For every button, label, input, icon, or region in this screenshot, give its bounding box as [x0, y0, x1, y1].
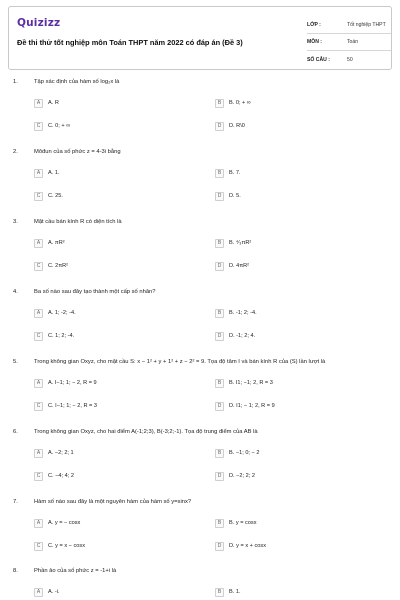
option-b[interactable] — [215, 587, 241, 597]
option-a[interactable] — [34, 238, 65, 248]
question-number: 7. — [13, 499, 18, 505]
option-letter-box: B — [215, 449, 224, 458]
quiz-header — [8, 6, 392, 70]
option-c[interactable] — [34, 191, 63, 201]
option-letter-box: B — [215, 239, 224, 248]
option-letter-box: D — [215, 472, 224, 481]
option-d[interactable] — [215, 401, 275, 411]
question-text: Phần ảo của số phức z = -1+i là — [34, 568, 117, 574]
option-text: C. 0; + ∞ — [48, 123, 71, 129]
option-letter-box: B — [215, 588, 224, 597]
option-d[interactable] — [215, 191, 241, 201]
option-c[interactable] — [34, 331, 74, 341]
option-letter-box: B — [215, 309, 224, 318]
meta-row-subject — [307, 34, 391, 51]
option-text: B. I1; −1; 2, R = 3 — [229, 380, 273, 386]
option-text: B. 7. — [229, 170, 241, 176]
option-c[interactable] — [34, 121, 70, 131]
meta-value: Tốt nghiệp THPT — [347, 22, 386, 28]
option-letter-box: D — [215, 542, 224, 551]
option-b[interactable] — [215, 308, 257, 318]
page-title: Đề thi thử tốt nghiệp môn Toán THPT năm 2022 có đáp án (Đề 3) — [17, 38, 243, 47]
option-b[interactable] — [215, 238, 251, 248]
option-a[interactable] — [34, 518, 80, 528]
option-letter-box: D — [215, 332, 224, 341]
option-d[interactable] — [215, 261, 249, 271]
option-letter-box: C — [34, 542, 43, 551]
meta-label: SỐ CÂU : — [307, 56, 330, 63]
meta-label: LỚP : — [307, 22, 321, 28]
option-letter-box: B — [215, 169, 224, 178]
option-text: C. I−1; 1; − 2, R = 3 — [48, 403, 97, 409]
option-c[interactable] — [34, 471, 74, 481]
option-d[interactable] — [215, 471, 255, 481]
meta-row-class — [307, 17, 391, 34]
option-text: D. I1; − 1; 2, R = 9 — [229, 403, 275, 409]
option-text: A. I−1; 1; − 2, R = 9 — [48, 380, 97, 386]
option-letter-box: D — [215, 262, 224, 271]
option-text: C. 1; 2; -4. — [48, 333, 75, 339]
option-text: D. 5. — [229, 193, 241, 199]
option-text: A. R — [48, 100, 59, 106]
option-text: A. y = − cosx — [48, 520, 81, 526]
option-text: D. -1; 2; 4. — [229, 333, 256, 339]
question-number: 6. — [13, 429, 18, 435]
option-text: B. −1; 0; − 2 — [229, 450, 260, 456]
option-letter-box: B — [215, 379, 224, 388]
option-b[interactable] — [215, 378, 273, 388]
option-letter-box: B — [215, 519, 224, 528]
option-text: A. −2; 2; 1 — [48, 450, 74, 456]
question-number: 3. — [13, 219, 18, 225]
question-text: Mặt cầu bán kính R có diện tích là — [34, 219, 122, 225]
option-letter-box: A — [34, 379, 43, 388]
option-b[interactable] — [215, 168, 241, 178]
meta-label: MÔN : — [307, 39, 322, 45]
option-b[interactable] — [215, 98, 251, 108]
question-text: Trong không gian Oxyz, cho hai điểm A(-1;2;3), B(-3;2;-1). Tọa độ trung điểm của AB là — [34, 429, 258, 435]
option-text: C. 25. — [48, 193, 63, 199]
option-letter-box: B — [215, 99, 224, 108]
meta-value: 50 — [347, 56, 353, 63]
question-number: 1. — [13, 79, 18, 85]
option-a[interactable] — [34, 168, 60, 178]
option-d[interactable] — [215, 331, 255, 341]
option-letter-box: A — [34, 309, 43, 318]
option-text: B. 0; + ∞ — [229, 100, 251, 106]
option-letter-box: A — [34, 239, 43, 248]
option-letter-box: D — [215, 192, 224, 201]
option-d[interactable] — [215, 121, 245, 131]
option-text: B. ⁴⁄₃πR² — [229, 240, 252, 246]
meta-row-count — [307, 51, 391, 68]
option-text: C. y = x − cosx — [48, 543, 85, 549]
question-number: 5. — [13, 359, 18, 365]
option-a[interactable] — [34, 308, 76, 318]
option-letter-box: A — [34, 169, 43, 178]
option-letter-box: A — [34, 588, 43, 597]
option-a[interactable] — [34, 98, 59, 108]
option-text: C. 2πR² — [48, 263, 69, 269]
question-text: Hàm số nào sau đây là một nguyên hàm của hàm số y=sinx? — [34, 499, 192, 505]
option-text: A. 1. — [48, 170, 60, 176]
option-c[interactable] — [34, 261, 68, 271]
question-number: 8. — [13, 568, 18, 574]
option-letter-box: C — [34, 402, 43, 411]
option-letter-box: C — [34, 192, 43, 201]
option-a[interactable] — [34, 448, 74, 458]
option-d[interactable] — [215, 541, 266, 551]
question-text: Tập xác định của hàm số log₂x là — [34, 79, 120, 85]
option-text: D. 4πR² — [229, 263, 250, 269]
option-b[interactable] — [215, 518, 257, 528]
option-a[interactable] — [34, 587, 60, 597]
option-text: D. y = x + cosx — [229, 543, 266, 549]
option-text: D. −2; 2; 2 — [229, 473, 255, 479]
question-number: 2. — [13, 149, 18, 155]
option-letter-box: C — [34, 332, 43, 341]
option-letter-box: C — [34, 262, 43, 271]
option-letter-box: C — [34, 122, 43, 131]
option-text: C. −4; 4; 2 — [48, 473, 74, 479]
option-c[interactable] — [34, 401, 97, 411]
option-text: A. 1; -2; -4. — [48, 310, 76, 316]
meta-value: Toán — [347, 39, 359, 45]
quiz-meta — [307, 17, 391, 68]
option-letter-box: A — [34, 449, 43, 458]
question-text: Ba số nào sau đây tạo thành một cấp số nhân? — [34, 289, 156, 295]
option-text: B. y = cosx — [229, 520, 257, 526]
option-b[interactable] — [215, 448, 259, 458]
option-text: D. R\0 — [229, 123, 245, 129]
option-text: B. 1. — [229, 589, 241, 595]
question-text: Môđun của số phức z = 4-3i bằng — [34, 149, 121, 155]
option-text: A. -i. — [48, 589, 60, 595]
option-letter-box: A — [34, 519, 43, 528]
option-text: A. πR² — [48, 240, 65, 246]
option-c[interactable] — [34, 541, 85, 551]
quizizz-logo: Quizizz — [17, 17, 61, 29]
option-letter-box: D — [215, 402, 224, 411]
option-text: B. -1; 2; -4. — [229, 310, 257, 316]
option-letter-box: D — [215, 122, 224, 131]
question-text: Trong không gian Oxyz, cho mặt cầu S: x − 1² + y + 1² + z − 2² = 9. Tọa độ tâm I và bán kính R của (S) lần lượt là — [34, 359, 326, 365]
option-letter-box: C — [34, 472, 43, 481]
question-number: 4. — [13, 289, 18, 295]
option-letter-box: A — [34, 99, 43, 108]
option-a[interactable] — [34, 378, 97, 388]
